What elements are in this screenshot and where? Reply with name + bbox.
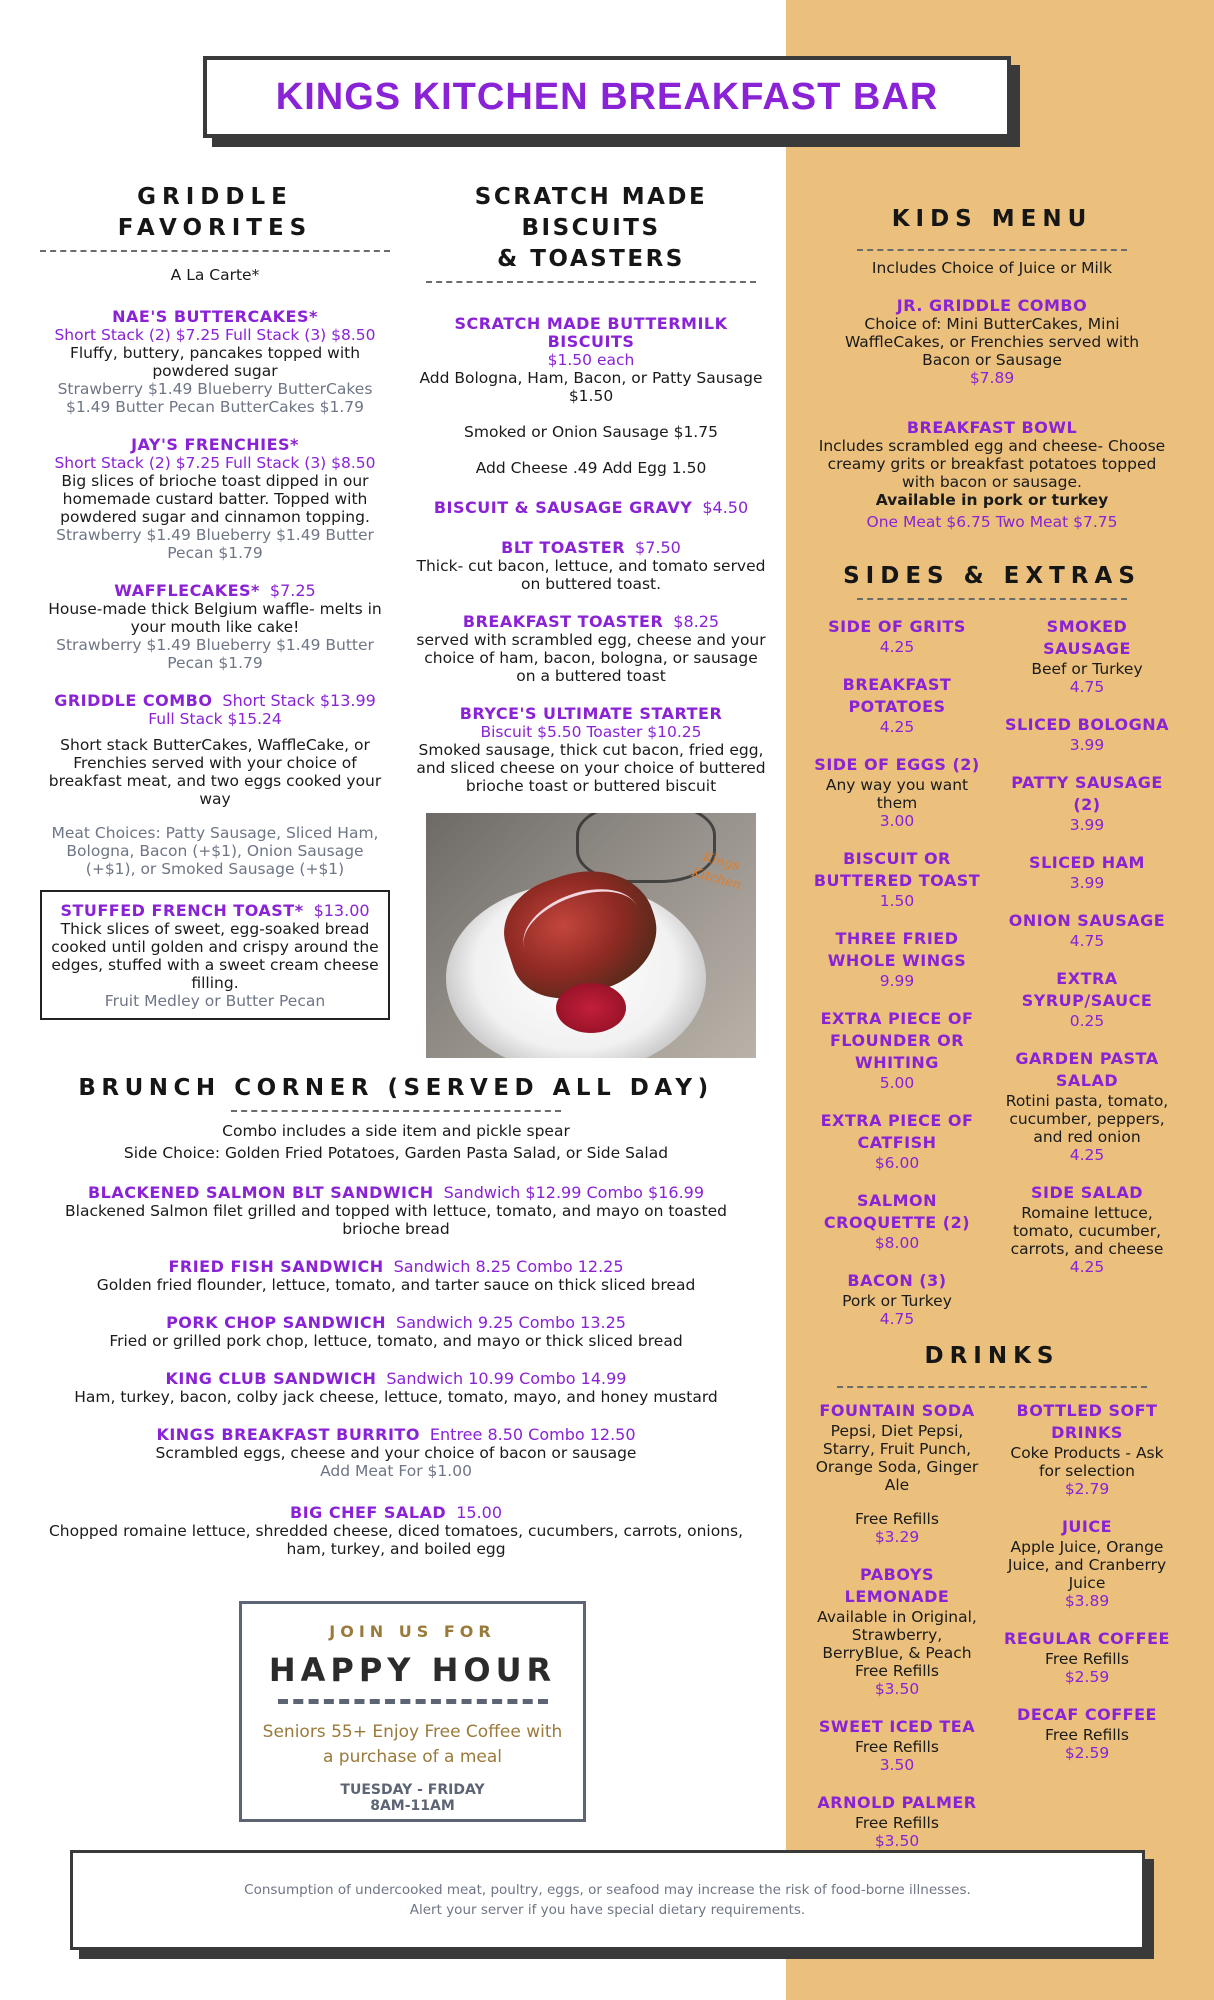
item-name: GRIDDLE COMBO Short Stack $13.99 xyxy=(54,691,376,710)
drink-item: FOUNTAIN SODA Pepsi, Diet Pepsi, Starry, Fruit Punch, Orange Soda, Ginger Ale Free Refills $3.29 xyxy=(815,1401,979,1546)
item-extra: Fruit Medley or Butter Pecan xyxy=(104,992,326,1010)
menu-item xyxy=(812,297,1172,387)
sides-heading: SIDES & EXTRAS xyxy=(843,563,1141,589)
title-banner xyxy=(203,56,1011,138)
menu-item xyxy=(40,582,390,672)
griddle-heading: GRIDDLE FAVORITES xyxy=(117,184,313,241)
item-price: Sandwich 8.25 Combo 12.25 xyxy=(393,1257,624,1276)
item-desc: Ham, turkey, bacon, colby jack cheese, lettuce, tomato, mayo, and honey mustard xyxy=(74,1388,718,1406)
drinks-heading: DRINKS xyxy=(924,1343,1060,1369)
item-desc: Fried or grilled pork chop, lettuce, tomato, and mayo or thick sliced bread xyxy=(109,1332,683,1350)
sauce-shape xyxy=(556,983,626,1033)
item-extra: Strawberry $1.49 Blueberry $1.49 Butter Pecan $1.79 xyxy=(56,636,374,672)
drink-item: REGULAR COFFEE Free Refills $2.59 xyxy=(1004,1629,1170,1686)
french-toast-photo xyxy=(426,813,756,1058)
item-price: Entree 8.50 Combo 12.50 xyxy=(429,1425,636,1444)
side-item: PATTY SAUSAGE (2) 3.99 xyxy=(1011,773,1163,834)
biscuits-heading: SCRATCH MADE BISCUITS & TOASTERS xyxy=(474,184,708,272)
side-item: SIDE OF EGGS (2) Any way you want them 3.00 xyxy=(814,755,980,830)
drink-item: BOTTLED SOFT DRINKS Coke Products - Ask for selection $2.79 xyxy=(1010,1401,1164,1498)
divider xyxy=(231,1110,561,1112)
side-item: SMOKED SAUSAGE Beef or Turkey 4.75 xyxy=(1031,617,1143,696)
item-desc: Thick- cut bacon, lettuce, and tomato served on buttered toast. xyxy=(416,557,766,593)
divider xyxy=(426,281,756,283)
item-price: $7.25 xyxy=(269,581,316,600)
side-item: EXTRA PIECE OF CATFISH $6.00 xyxy=(820,1111,974,1172)
item-price: $7.89 xyxy=(969,369,1015,387)
side-item: EXTRA PIECE OF FLOUNDER OR WHITING 5.00 xyxy=(820,1009,974,1092)
kids-column xyxy=(812,204,1172,1328)
item-price: Biscuit $5.50 Toaster $10.25 xyxy=(480,723,702,741)
divider xyxy=(857,598,1127,600)
combo-note: Combo includes a side item and pickle spear xyxy=(222,1122,570,1140)
menu-item xyxy=(415,315,767,477)
griddle-column xyxy=(40,182,390,1020)
item-desc: House-made thick Belgium waffle- melts in your mouth like cake! xyxy=(48,600,382,636)
menu-item xyxy=(36,1258,756,1294)
item-name: BRYCE'S ULTIMATE STARTER xyxy=(459,704,723,723)
disclaimer-line-1: Consumption of undercooked meat, poultry, eggs, or seafood may increase the risk of food-borne illnesses. xyxy=(244,1882,971,1898)
menu-item xyxy=(40,308,390,416)
sides-right-column xyxy=(1002,616,1172,1328)
item-name: BREAKFAST BOWL xyxy=(906,418,1078,437)
side-item: EXTRA SYRUP/SAUCE 0.25 xyxy=(1021,969,1153,1030)
item-desc: Includes scrambled egg and cheese- Choose creamy grits or breakfast potatoes topped with bacon or sausage. xyxy=(818,437,1166,491)
item-extra: Strawberry $1.49 Blueberry $1.49 Butter Pecan $1.79 xyxy=(56,526,374,562)
drinks-grid xyxy=(812,1400,1172,1850)
item-bold-note: Available in pork or turkey xyxy=(875,491,1109,509)
disclaimer-box xyxy=(70,1850,1145,1950)
item-name: NAE'S BUTTERCAKES* xyxy=(112,307,318,326)
item-desc: Chopped romaine lettuce, shredded cheese, diced tomatoes, cucumbers, carrots, onions, ham, turkey, and boiled egg xyxy=(48,1522,744,1558)
divider xyxy=(857,249,1127,251)
item-price: $4.50 xyxy=(702,498,749,517)
item-price: Short Stack (2) $7.25 Full Stack (3) $8.50 xyxy=(54,454,376,472)
side-item: SALMON CROQUETTE (2) $8.00 xyxy=(823,1191,971,1252)
item-desc: Big slices of brioche toast dipped in our homemade custard batter. Topped with powdered sugar and cinnamon topping. xyxy=(60,472,370,526)
item-name: BREAKFAST TOASTER $8.25 xyxy=(462,612,720,631)
side-item: BISCUIT OR BUTTERED TOAST 1.50 xyxy=(813,849,981,910)
item-name: JR. GRIDDLE COMBO xyxy=(896,296,1088,315)
biscuits-column xyxy=(415,182,767,1058)
item-extra: Add Meat For $1.00 xyxy=(320,1462,472,1480)
item-name: BLACKENED SALMON BLT SANDWICH Sandwich $12.99 Combo $16.99 xyxy=(87,1183,705,1202)
menu-item xyxy=(36,1370,756,1406)
item-price: $13.00 xyxy=(313,901,370,920)
menu-item xyxy=(415,539,767,593)
item-name: FRIED FISH SANDWICH Sandwich 8.25 Combo 12.25 xyxy=(168,1257,624,1276)
item-name: JAY'S FRENCHIES* xyxy=(131,435,299,454)
brunch-column xyxy=(36,1073,756,1558)
item-desc-3: Add Cheese .49 Add Egg 1.50 xyxy=(475,459,707,477)
side-item: GARDEN PASTA SALAD Rotini pasta, tomato, cucumber, peppers, and red onion 4.25 xyxy=(1005,1049,1169,1164)
item-desc: Choice of: Mini ButterCakes, Mini WaffleCakes, or Frenchies served with Bacon or Sausage xyxy=(844,315,1140,369)
side-item: ONION SAUSAGE 4.75 xyxy=(1008,911,1166,950)
side-item: THREE FRIED WHOLE WINGS 9.99 xyxy=(827,929,967,990)
item-price: Short Stack (2) $7.25 Full Stack (3) $8.50 xyxy=(54,326,376,344)
item-price-2: Full Stack $15.24 xyxy=(148,710,282,728)
menu-item xyxy=(36,1426,756,1480)
menu-item xyxy=(36,1314,756,1350)
item-desc: Blackened Salmon filet grilled and topped with lettuce, tomato, and mayo on toasted brioche bread xyxy=(65,1202,727,1238)
item-price: Sandwich 9.25 Combo 13.25 xyxy=(396,1313,626,1332)
item-name: BISCUIT & SAUSAGE GRAVY $4.50 xyxy=(433,498,749,517)
item-name: WAFFLECAKES* $7.25 xyxy=(114,581,316,600)
side-choice-note: Side Choice: Golden Fried Potatoes, Garden Pasta Salad, or Side Salad xyxy=(123,1144,669,1162)
item-desc: Golden fried flounder, lettuce, tomato, and tarter sauce on thick sliced bread xyxy=(96,1276,696,1294)
item-name: SCRATCH MADE BUTTERMILK BISCUITS xyxy=(454,314,728,351)
menu-title: KINGS KITCHEN BREAKFAST BAR xyxy=(275,75,939,118)
kids-heading: KIDS MENU xyxy=(891,206,1093,232)
item-price: 15.00 xyxy=(456,1503,502,1522)
item-name: PORK CHOP SANDWICH Sandwich 9.25 Combo 13.25 xyxy=(166,1313,626,1332)
happy-hour-divider xyxy=(278,1699,548,1704)
side-item: SIDE OF GRITS 4.25 xyxy=(828,617,966,656)
photo-logo: Kings Kitchen xyxy=(689,849,743,894)
item-extra: Strawberry $1.49 Blueberry ButterCakes $1.49 Butter Pecan ButterCakes $1.79 xyxy=(57,380,373,416)
a-la-carte-note: A La Carte* xyxy=(170,266,260,284)
drink-item: ARNOLD PALMER Free Refills $3.50 xyxy=(817,1793,977,1850)
side-item: SIDE SALAD Romaine lettuce, tomato, cucumber, carrots, and cheese 4.25 xyxy=(1010,1183,1164,1276)
menu-item xyxy=(415,613,767,685)
item-name: KING CLUB SANDWICH Sandwich 10.99 Combo 14.99 xyxy=(165,1369,627,1388)
item-desc: Thick slices of sweet, egg-soaked bread cooked until golden and crispy around the edges, stuffed with a sweet cream cheese filling. xyxy=(51,920,379,992)
happy-hour-days: TUESDAY - FRIDAY 8AM-11AM xyxy=(340,1782,485,1814)
sides-left-column xyxy=(812,616,982,1328)
item-name: STUFFED FRENCH TOAST* $13.00 xyxy=(60,901,370,920)
item-price: $7.50 xyxy=(635,538,681,557)
happy-hour-box xyxy=(239,1601,586,1822)
side-item: BACON (3) Pork or Turkey 4.75 xyxy=(842,1271,952,1328)
item-name: KINGS BREAKFAST BURRITO Entree 8.50 Combo 12.50 xyxy=(156,1425,636,1444)
brunch-heading: BRUNCH CORNER (SERVED ALL DAY) xyxy=(78,1075,714,1101)
item-desc-2: Smoked or Onion Sausage $1.75 xyxy=(464,423,718,441)
item-price: Sandwich $12.99 Combo $16.99 xyxy=(443,1183,705,1202)
happy-hour-offer: Seniors 55+ Enjoy Free Coffee with a purchase of a meal xyxy=(262,1722,563,1767)
drinks-left-column xyxy=(812,1400,982,1850)
item-desc: Add Bologna, Ham, Bacon, or Patty Sausage $1.50 xyxy=(419,369,763,405)
item-price: Short Stack $13.99 xyxy=(222,691,376,710)
sides-grid xyxy=(812,616,1172,1328)
drinks-right-column xyxy=(1002,1400,1172,1850)
drink-item: SWEET ICED TEA Free Refills 3.50 xyxy=(818,1717,976,1774)
item-desc: served with scrambled egg, cheese and your choice of ham, bacon, bologna, or sausage on a buttered toast xyxy=(416,631,766,685)
menu-item xyxy=(415,499,767,517)
item-desc: Smoked sausage, thick cut bacon, fried egg, and sliced cheese on your choice of buttered brioche toast or buttered biscuit xyxy=(416,741,766,795)
divider xyxy=(837,1386,1147,1388)
disclaimer-line-2: Alert your server if you have special dietary requirements. xyxy=(409,1902,806,1918)
happy-hour-title: HAPPY HOUR xyxy=(268,1651,557,1689)
item-price: $1.50 each xyxy=(547,351,635,369)
item-price: One Meat $6.75 Two Meat $7.75 xyxy=(866,513,1118,531)
item-name: BIG CHEF SALAD 15.00 xyxy=(290,1503,502,1522)
item-name: BLT TOASTER $7.50 xyxy=(501,538,681,557)
menu-item xyxy=(40,692,390,878)
menu-item xyxy=(36,1504,756,1558)
side-item: BREAKFAST POTATOES 4.25 xyxy=(842,675,952,736)
item-extra: Meat Choices: Patty Sausage, Sliced Ham, Bologna, Bacon (+$1), Onion Sausage (+$1), or Smoked Sausage (+$1) xyxy=(51,824,379,878)
item-desc: Fluffy, buttery, pancakes topped with powdered sugar xyxy=(69,344,361,380)
divider xyxy=(40,250,390,252)
drink-item: DECAF COFFEE Free Refills $2.59 xyxy=(1017,1705,1157,1762)
happy-hour-join: JOIN US FOR xyxy=(329,1622,496,1641)
kids-note: Includes Choice of Juice or Milk xyxy=(871,259,1113,277)
item-desc: Scrambled eggs, cheese and your choice of bacon or sausage xyxy=(155,1444,637,1462)
menu-item xyxy=(36,1184,756,1238)
drinks-column xyxy=(812,1341,1172,1850)
item-desc: Short stack ButterCakes, WaffleCake, or Frenchies served with your choice of breakfast meat, and two eggs cooked your way xyxy=(48,736,382,808)
drink-item: PABOYS LEMONADE Available in Original, Strawberry, BerryBlue, & Peach Free Refills $3.50 xyxy=(817,1565,977,1698)
drink-item: JUICE Apple Juice, Orange Juice, and Cranberry Juice $3.89 xyxy=(1007,1517,1167,1610)
menu-item xyxy=(415,705,767,795)
menu-item xyxy=(812,419,1172,531)
side-item: SLICED HAM 3.99 xyxy=(1029,853,1145,892)
side-item: SLICED BOLOGNA 3.99 xyxy=(1004,715,1170,754)
stuffed-french-toast-box xyxy=(40,890,390,1020)
item-price: $8.25 xyxy=(673,612,720,631)
item-price: Sandwich 10.99 Combo 14.99 xyxy=(386,1369,627,1388)
menu-item xyxy=(40,436,390,562)
